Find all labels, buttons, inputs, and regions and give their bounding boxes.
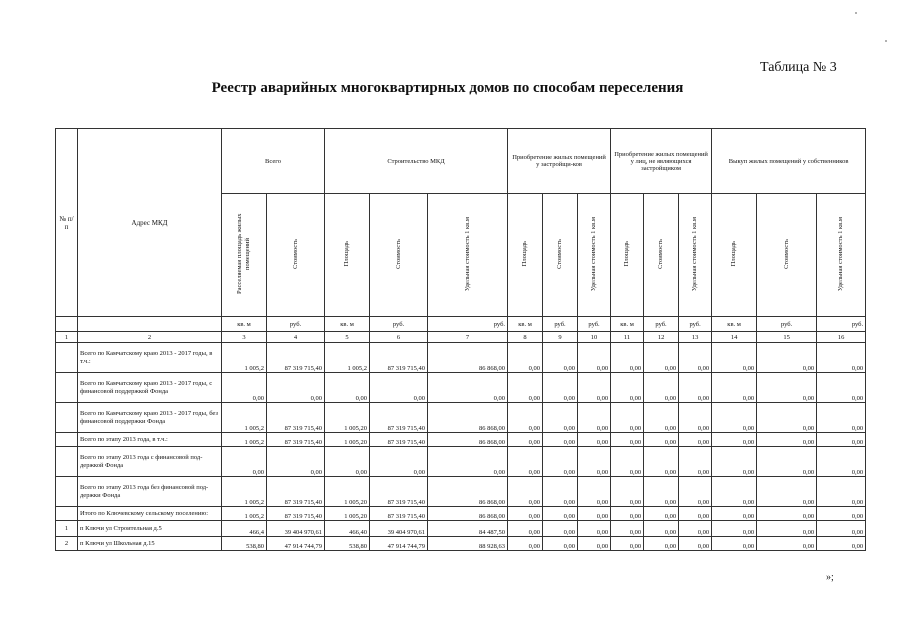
value-cell: 1 005,20 xyxy=(325,403,370,433)
value-cell: 0,00 xyxy=(679,343,712,373)
value-cell: 0,00 xyxy=(757,403,817,433)
table-row xyxy=(56,521,866,537)
value-cell: 86 868,00 xyxy=(428,477,508,507)
index-cell: 3 xyxy=(222,332,267,343)
subheader-cost: Стоимость xyxy=(543,194,578,317)
value-cell: 466,4 xyxy=(222,521,267,537)
value-cell: 0,00 xyxy=(679,447,712,477)
value-cell: 1 005,2 xyxy=(222,507,267,521)
index-cell: 16 xyxy=(817,332,866,343)
group-header-buyout: Выкуп жилых помещений у собственников xyxy=(712,129,866,194)
value-cell: 0,00 xyxy=(712,521,757,537)
table-row xyxy=(56,433,866,447)
subheader-unit-cost: Удельная стоимость 1 кв.м xyxy=(578,194,611,317)
index-cell: 11 xyxy=(611,332,644,343)
value-cell: 88 928,63 xyxy=(428,537,508,551)
value-cell: 0,00 xyxy=(325,373,370,403)
registry-table xyxy=(55,128,866,551)
subheader-cost: Стоимость xyxy=(757,194,817,317)
value-cell: 0,00 xyxy=(712,343,757,373)
subheader-cost: Стоимость xyxy=(267,194,325,317)
row-number xyxy=(56,343,78,373)
value-cell: 0,00 xyxy=(757,433,817,447)
value-cell: 86 868,00 xyxy=(428,403,508,433)
col-header-address: Адрес МКД xyxy=(78,129,222,317)
value-cell: 0,00 xyxy=(370,447,428,477)
value-cell: 538,80 xyxy=(222,537,267,551)
index-cell: 14 xyxy=(712,332,757,343)
unit-cell: руб. xyxy=(578,317,611,332)
value-cell: 87 319 715,40 xyxy=(267,433,325,447)
value-cell: 0,00 xyxy=(679,507,712,521)
value-cell: 87 319 715,40 xyxy=(370,403,428,433)
value-cell: 0,00 xyxy=(679,537,712,551)
value-cell: 0,00 xyxy=(578,521,611,537)
value-cell: 87 319 715,40 xyxy=(267,477,325,507)
subheader-resettled-area: Расселяемая площадь жилых помещений xyxy=(222,194,267,317)
closing-mark: »; xyxy=(826,572,834,583)
scan-speck xyxy=(885,40,887,42)
table-row xyxy=(56,343,866,373)
row-label: Всего по этапу 2013 года с финансовой под-держкой Фонда xyxy=(78,447,222,477)
value-cell: 0,00 xyxy=(817,521,866,537)
subheader-cost: Стоимость xyxy=(644,194,679,317)
value-cell: 0,00 xyxy=(817,343,866,373)
unit-cell: кв. м xyxy=(325,317,370,332)
value-cell: 0,00 xyxy=(817,537,866,551)
value-cell: 86 868,00 xyxy=(428,507,508,521)
table-row xyxy=(56,447,866,477)
unit-cell: кв. м xyxy=(712,317,757,332)
value-cell: 0,00 xyxy=(508,343,543,373)
value-cell: 0,00 xyxy=(508,373,543,403)
group-header-purchase-other: Приобретение жилых помещений у лиц, не являющихся застройщиком xyxy=(611,129,712,194)
value-cell: 0,00 xyxy=(757,343,817,373)
table-row xyxy=(56,507,866,521)
value-cell: 87 319 715,40 xyxy=(267,343,325,373)
table-row xyxy=(56,373,866,403)
value-cell: 0,00 xyxy=(611,403,644,433)
value-cell: 0,00 xyxy=(757,447,817,477)
unit-cell: руб. xyxy=(679,317,712,332)
row-number: 1 xyxy=(56,521,78,537)
value-cell: 0,00 xyxy=(543,373,578,403)
value-cell: 0,00 xyxy=(679,373,712,403)
value-cell: 0,00 xyxy=(712,403,757,433)
group-header-total: Всего xyxy=(222,129,325,194)
value-cell: 0,00 xyxy=(508,477,543,507)
value-cell: 87 319 715,40 xyxy=(370,343,428,373)
subheader-area: Площадь xyxy=(508,194,543,317)
row-number xyxy=(56,403,78,433)
value-cell: 0,00 xyxy=(267,373,325,403)
value-cell: 0,00 xyxy=(611,521,644,537)
value-cell: 0,00 xyxy=(712,537,757,551)
value-cell: 0,00 xyxy=(757,477,817,507)
unit-cell: кв. м xyxy=(611,317,644,332)
row-number xyxy=(56,433,78,447)
value-cell: 0,00 xyxy=(712,433,757,447)
value-cell: 0,00 xyxy=(543,433,578,447)
value-cell: 0,00 xyxy=(611,507,644,521)
index-cell: 15 xyxy=(757,332,817,343)
unit-cell: руб. xyxy=(543,317,578,332)
value-cell: 1 005,20 xyxy=(325,507,370,521)
table-row xyxy=(56,403,866,433)
value-cell: 0,00 xyxy=(644,343,679,373)
subheader-area: Площадь xyxy=(611,194,644,317)
row-label: Всего по Камчатскому краю 2013 - 2017 годы, в т.ч.: xyxy=(78,343,222,373)
subheader-cost: Стоимость xyxy=(370,194,428,317)
value-cell: 0,00 xyxy=(757,537,817,551)
value-cell: 0,00 xyxy=(543,521,578,537)
value-cell: 0,00 xyxy=(817,447,866,477)
units-row xyxy=(56,317,866,332)
value-cell: 0,00 xyxy=(508,433,543,447)
value-cell: 86 868,00 xyxy=(428,433,508,447)
subheader-area: Площадь xyxy=(712,194,757,317)
unit-cell: руб. xyxy=(817,317,866,332)
value-cell: 87 319 715,40 xyxy=(267,403,325,433)
table-row xyxy=(56,477,866,507)
value-cell: 0,00 xyxy=(578,507,611,521)
column-index-row xyxy=(56,332,866,343)
row-number xyxy=(56,507,78,521)
unit-cell: кв. м xyxy=(222,317,267,332)
row-label: Всего по этапу 2013 года, в т.ч.: xyxy=(78,433,222,447)
value-cell: 1 005,2 xyxy=(222,433,267,447)
value-cell: 0,00 xyxy=(543,403,578,433)
value-cell: 0,00 xyxy=(611,343,644,373)
row-number xyxy=(56,447,78,477)
value-cell: 0,00 xyxy=(712,447,757,477)
value-cell: 0,00 xyxy=(644,433,679,447)
value-cell: 87 319 715,40 xyxy=(370,433,428,447)
value-cell: 0,00 xyxy=(543,477,578,507)
subheader-unit-cost: Удельная стоимость 1 кв.м xyxy=(428,194,508,317)
value-cell: 0,00 xyxy=(611,373,644,403)
value-cell: 0,00 xyxy=(578,373,611,403)
scan-speck xyxy=(855,12,857,14)
document-title xyxy=(0,80,905,97)
value-cell: 0,00 xyxy=(508,537,543,551)
value-cell: 0,00 xyxy=(222,447,267,477)
title-text: Реестр аварийных многоквартирных домов по способам переселения xyxy=(211,80,684,96)
value-cell: 0,00 xyxy=(644,403,679,433)
value-cell: 1 005,20 xyxy=(325,433,370,447)
value-cell: 0,00 xyxy=(222,373,267,403)
value-cell: 39 404 970,61 xyxy=(370,521,428,537)
index-cell: 12 xyxy=(644,332,679,343)
value-cell: 0,00 xyxy=(679,403,712,433)
value-cell: 0,00 xyxy=(712,373,757,403)
unit-cell: руб. xyxy=(267,317,325,332)
value-cell: 0,00 xyxy=(644,507,679,521)
table-body xyxy=(56,343,866,551)
value-cell: 0,00 xyxy=(578,477,611,507)
subheader-unit-cost: Удельная стоимость 1 кв.м xyxy=(679,194,712,317)
value-cell: 0,00 xyxy=(578,403,611,433)
unit-cell: руб. xyxy=(370,317,428,332)
index-cell: 7 xyxy=(428,332,508,343)
value-cell: 0,00 xyxy=(543,537,578,551)
value-cell: 0,00 xyxy=(712,477,757,507)
index-cell: 6 xyxy=(370,332,428,343)
row-label: Всего по Камчатскому краю 2013 - 2017 годы, с финансовой поддержкой Фонда xyxy=(78,373,222,403)
value-cell: 1 005,2 xyxy=(325,343,370,373)
value-cell: 0,00 xyxy=(644,537,679,551)
row-label: Всего по этапу 2013 года без финансовой под-держки Фонда xyxy=(78,477,222,507)
col-header-no: № п/п xyxy=(56,129,78,317)
value-cell: 0,00 xyxy=(679,433,712,447)
value-cell: 84 487,50 xyxy=(428,521,508,537)
value-cell: 0,00 xyxy=(817,433,866,447)
value-cell: 0,00 xyxy=(679,477,712,507)
unit-cell: руб. xyxy=(644,317,679,332)
value-cell: 47 914 744,79 xyxy=(370,537,428,551)
value-cell: 0,00 xyxy=(644,477,679,507)
value-cell: 0,00 xyxy=(757,507,817,521)
unit-cell: кв. м xyxy=(508,317,543,332)
value-cell: 0,00 xyxy=(817,477,866,507)
index-cell: 9 xyxy=(543,332,578,343)
unit-cell: руб. xyxy=(428,317,508,332)
value-cell: 0,00 xyxy=(644,373,679,403)
value-cell: 0,00 xyxy=(370,373,428,403)
value-cell: 466,40 xyxy=(325,521,370,537)
unit-cell: руб. xyxy=(757,317,817,332)
value-cell: 1 005,2 xyxy=(222,403,267,433)
value-cell: 0,00 xyxy=(611,433,644,447)
value-cell: 86 868,00 xyxy=(428,343,508,373)
value-cell: 0,00 xyxy=(508,507,543,521)
value-cell: 0,00 xyxy=(817,403,866,433)
row-label: Итого по Ключевскому сельскому поселению: xyxy=(78,507,222,521)
value-cell: 0,00 xyxy=(325,447,370,477)
value-cell: 0,00 xyxy=(543,343,578,373)
value-cell: 0,00 xyxy=(644,521,679,537)
registry-table-wrapper xyxy=(55,128,866,551)
row-number xyxy=(56,373,78,403)
index-cell: 10 xyxy=(578,332,611,343)
value-cell: 39 404 970,61 xyxy=(267,521,325,537)
value-cell: 538,80 xyxy=(325,537,370,551)
value-cell: 0,00 xyxy=(428,447,508,477)
value-cell: 0,00 xyxy=(679,521,712,537)
table-number: Таблица № 3 xyxy=(760,60,837,75)
value-cell: 87 319 715,40 xyxy=(370,507,428,521)
value-cell: 0,00 xyxy=(578,537,611,551)
value-cell: 0,00 xyxy=(508,403,543,433)
value-cell: 1 005,2 xyxy=(222,477,267,507)
value-cell: 0,00 xyxy=(712,507,757,521)
value-cell: 0,00 xyxy=(611,447,644,477)
value-cell: 0,00 xyxy=(543,507,578,521)
value-cell: 1 005,2 xyxy=(222,343,267,373)
value-cell: 0,00 xyxy=(611,477,644,507)
subheader-area: Площадь xyxy=(325,194,370,317)
row-label: п Ключи ул Строительная д.5 xyxy=(78,521,222,537)
value-cell: 0,00 xyxy=(817,507,866,521)
value-cell: 0,00 xyxy=(428,373,508,403)
row-label: п Ключи ул Школьная д.15 xyxy=(78,537,222,551)
header-row-groups xyxy=(56,129,866,194)
value-cell: 0,00 xyxy=(611,537,644,551)
value-cell: 1 005,20 xyxy=(325,477,370,507)
value-cell: 87 319 715,40 xyxy=(267,507,325,521)
subheader-unit-cost: Удельная стоимость 1 кв.м xyxy=(817,194,866,317)
value-cell: 0,00 xyxy=(578,433,611,447)
group-header-construction: Строительство МКД xyxy=(325,129,508,194)
value-cell: 0,00 xyxy=(578,343,611,373)
value-cell: 0,00 xyxy=(817,373,866,403)
value-cell: 0,00 xyxy=(508,447,543,477)
index-cell: 8 xyxy=(508,332,543,343)
value-cell: 0,00 xyxy=(757,373,817,403)
group-header-purchase-dev: Приобретение жилых помещений у застройщи-ков xyxy=(508,129,611,194)
index-cell: 1 xyxy=(56,332,78,343)
table-row xyxy=(56,537,866,551)
index-cell: 2 xyxy=(78,332,222,343)
value-cell: 0,00 xyxy=(757,521,817,537)
index-cell: 5 xyxy=(325,332,370,343)
row-number: 2 xyxy=(56,537,78,551)
value-cell: 47 914 744,79 xyxy=(267,537,325,551)
value-cell: 0,00 xyxy=(644,447,679,477)
value-cell: 0,00 xyxy=(578,447,611,477)
value-cell: 0,00 xyxy=(267,447,325,477)
row-number xyxy=(56,477,78,507)
index-cell: 4 xyxy=(267,332,325,343)
row-label: Всего по Камчатскому краю 2013 - 2017 годы, без финансовой поддержки Фонда xyxy=(78,403,222,433)
value-cell: 0,00 xyxy=(543,447,578,477)
value-cell: 87 319 715,40 xyxy=(370,477,428,507)
index-cell: 13 xyxy=(679,332,712,343)
value-cell: 0,00 xyxy=(508,521,543,537)
